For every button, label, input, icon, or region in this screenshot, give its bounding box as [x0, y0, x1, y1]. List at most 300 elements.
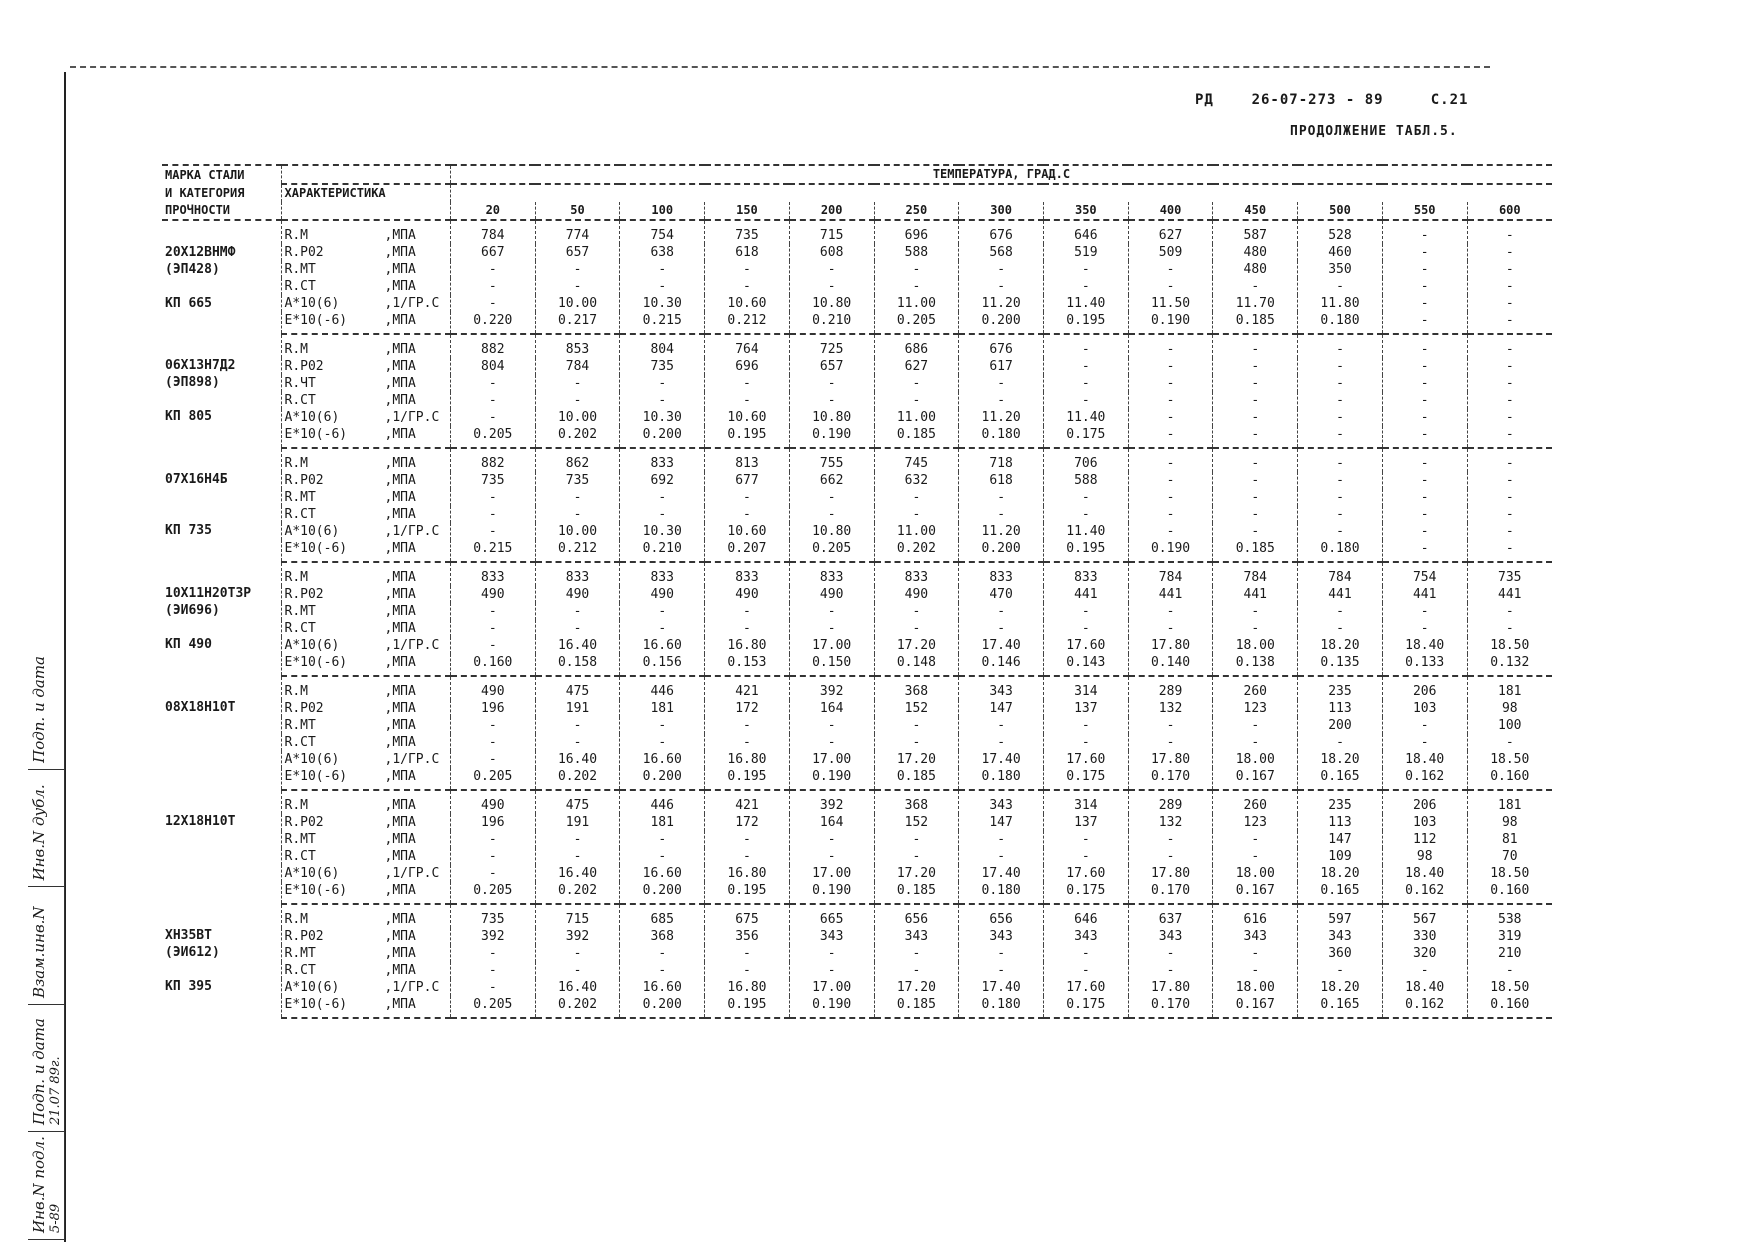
characteristic-cell [281, 831, 450, 848]
characteristic-unit: ,1/ГР.С [384, 410, 440, 425]
value-cell: 103 [1382, 814, 1467, 831]
value-cell: 181 [620, 700, 705, 717]
value-cell: 784 [1213, 562, 1298, 586]
characteristic-name: R.М [284, 570, 308, 585]
value-cell: - [1467, 523, 1552, 540]
value-cell: - [789, 603, 874, 620]
characteristic-unit: ,МПА [384, 798, 416, 813]
value-cell: - [620, 717, 705, 734]
value-cell: 833 [535, 562, 620, 586]
value-cell: - [1382, 717, 1467, 734]
table-row [162, 375, 1552, 392]
value-cell: - [450, 523, 535, 540]
steel-grade-line [165, 425, 278, 442]
characteristic-unit: ,МПА [384, 815, 416, 830]
characteristic-cell [281, 448, 450, 472]
stamp-label: Подп. и дата [30, 655, 48, 763]
value-cell: - [959, 375, 1044, 392]
value-cell: 774 [535, 220, 620, 244]
temperature-col-header: 150 [705, 202, 790, 220]
characteristic-unit: ,1/ГР.С [384, 638, 440, 653]
value-cell: - [1128, 848, 1213, 865]
value-cell: 646 [1043, 904, 1128, 928]
value-cell: 10.80 [789, 523, 874, 540]
characteristic-name: R.СТ [284, 507, 316, 522]
value-cell: - [1128, 426, 1213, 448]
table-row [162, 603, 1552, 620]
value-cell: 17.80 [1128, 979, 1213, 996]
value-cell: 616 [1213, 904, 1298, 928]
value-cell: 18.00 [1213, 979, 1298, 996]
value-cell: - [705, 506, 790, 523]
value-cell: - [1298, 489, 1383, 506]
value-cell: 0.200 [620, 426, 705, 448]
value-cell: - [1043, 717, 1128, 734]
value-cell: 0.200 [620, 996, 705, 1018]
value-cell: - [1467, 962, 1552, 979]
value-cell: - [1467, 312, 1552, 334]
value-cell: 0.175 [1043, 426, 1128, 448]
value-cell: - [1467, 506, 1552, 523]
value-cell: 833 [705, 562, 790, 586]
steel-grade-cell [162, 904, 281, 1018]
value-cell: 0.210 [620, 540, 705, 562]
table-row [162, 996, 1552, 1018]
steel-grade-line: ХН35ВТ [165, 928, 212, 943]
table-row [162, 734, 1552, 751]
value-cell: - [1128, 358, 1213, 375]
value-cell: - [705, 261, 790, 278]
value-cell: 804 [450, 358, 535, 375]
value-cell: 470 [959, 586, 1044, 603]
value-cell: - [1382, 962, 1467, 979]
characteristic-name: R.Р02 [284, 473, 324, 488]
stamp-label: Подп. и дата [30, 1018, 48, 1125]
value-cell: 480 [1213, 261, 1298, 278]
value-cell: 350 [1298, 261, 1383, 278]
characteristic-cell [281, 654, 450, 676]
characteristic-unit: ,МПА [384, 456, 416, 471]
value-cell: - [1128, 448, 1213, 472]
stamp-label: Инв.N подл. [30, 1136, 48, 1233]
value-cell: 567 [1382, 904, 1467, 928]
table-row [162, 945, 1552, 962]
value-cell: 0.162 [1382, 996, 1467, 1018]
value-cell: 853 [535, 334, 620, 358]
steel-grade-line [165, 830, 278, 847]
value-cell: - [1298, 409, 1383, 426]
table-row [162, 620, 1552, 637]
value-cell: - [450, 945, 535, 962]
value-cell: 617 [959, 358, 1044, 375]
value-cell: - [450, 506, 535, 523]
characteristic-name: A*10(6) [284, 296, 340, 311]
value-cell: 11.20 [959, 409, 1044, 426]
characteristic-name: R.Р02 [284, 245, 324, 260]
value-cell: 0.205 [874, 312, 959, 334]
value-cell: 16.80 [705, 979, 790, 996]
value-cell: - [705, 717, 790, 734]
value-cell: 675 [705, 904, 790, 928]
temperature-col-header: 20 [450, 202, 535, 220]
characteristic-cell [281, 768, 450, 790]
characteristic-cell [281, 334, 450, 358]
value-cell: - [450, 734, 535, 751]
table-row [162, 928, 1552, 945]
stamp-value: 21.07 89г. [48, 1056, 63, 1125]
characteristic-name: R.СТ [284, 621, 316, 636]
value-cell: - [789, 506, 874, 523]
side-stamp [28, 650, 65, 1240]
value-cell: - [620, 848, 705, 865]
value-cell: 181 [620, 814, 705, 831]
value-cell: - [789, 489, 874, 506]
value-cell: - [1298, 426, 1383, 448]
value-cell: 833 [450, 562, 535, 586]
value-cell: 588 [874, 244, 959, 261]
characteristic-name: E*10(-6) [284, 997, 348, 1012]
value-cell: 17.00 [789, 637, 874, 654]
characteristic-unit: ,МПА [384, 541, 416, 556]
table-row [162, 220, 1552, 244]
value-cell: 0.185 [1213, 540, 1298, 562]
value-cell: - [1213, 717, 1298, 734]
value-cell: 755 [789, 448, 874, 472]
value-cell: 833 [874, 562, 959, 586]
value-cell: 784 [1298, 562, 1383, 586]
value-cell: 103 [1382, 700, 1467, 717]
value-cell: 677 [705, 472, 790, 489]
value-cell: - [450, 295, 535, 312]
value-cell: - [705, 489, 790, 506]
characteristic-cell [281, 620, 450, 637]
value-cell: 152 [874, 814, 959, 831]
value-cell: 0.180 [959, 768, 1044, 790]
value-cell: 0.165 [1298, 882, 1383, 904]
value-cell: - [1043, 375, 1128, 392]
value-cell: 10.30 [620, 409, 705, 426]
value-cell: 343 [874, 928, 959, 945]
value-cell: 17.60 [1043, 751, 1128, 768]
value-cell: 0.160 [450, 654, 535, 676]
table-row [162, 637, 1552, 654]
stamp-cell [28, 1005, 64, 1132]
steel-grade-line [165, 716, 278, 733]
value-cell: 0.135 [1298, 654, 1383, 676]
value-cell: 0.175 [1043, 768, 1128, 790]
value-cell: - [1382, 523, 1467, 540]
value-cell: 17.00 [789, 979, 874, 996]
value-cell: - [450, 620, 535, 637]
value-cell: 16.60 [620, 751, 705, 768]
value-cell: 0.162 [1382, 768, 1467, 790]
value-cell: 480 [1213, 244, 1298, 261]
value-cell: 81 [1467, 831, 1552, 848]
value-cell: - [1298, 278, 1383, 295]
value-cell: - [1128, 831, 1213, 848]
temperature-col-header: 400 [1128, 202, 1213, 220]
characteristic-name: R.МТ [284, 490, 316, 505]
value-cell: 17.20 [874, 637, 959, 654]
value-cell: 18.20 [1298, 637, 1383, 654]
value-cell: - [1213, 472, 1298, 489]
value-cell: 16.80 [705, 751, 790, 768]
steel-grade-group [162, 790, 1552, 904]
characteristic-cell [281, 790, 450, 814]
value-cell: - [1213, 734, 1298, 751]
value-cell: 490 [620, 586, 705, 603]
value-cell: 662 [789, 472, 874, 489]
value-cell: 132 [1128, 700, 1213, 717]
value-cell: 191 [535, 700, 620, 717]
value-cell: 0.195 [1043, 540, 1128, 562]
value-cell: - [1298, 620, 1383, 637]
value-cell: - [959, 717, 1044, 734]
value-cell: 0.202 [535, 882, 620, 904]
table-row [162, 540, 1552, 562]
value-cell: 0.202 [535, 768, 620, 790]
steel-grade-group [162, 562, 1552, 676]
value-cell: - [1382, 620, 1467, 637]
value-cell: 0.180 [959, 996, 1044, 1018]
value-cell: - [1382, 409, 1467, 426]
characteristic-cell [281, 848, 450, 865]
table-row [162, 586, 1552, 603]
value-cell: - [874, 734, 959, 751]
value-cell: - [1382, 334, 1467, 358]
characteristic-cell [281, 945, 450, 962]
steel-grade-group [162, 904, 1552, 1018]
value-cell: 627 [1128, 220, 1213, 244]
temperature-col-header: 450 [1213, 202, 1298, 220]
characteristic-name: E*10(-6) [284, 313, 348, 328]
value-cell: - [874, 506, 959, 523]
value-cell: 10.00 [535, 523, 620, 540]
value-cell: - [1298, 472, 1383, 489]
steel-grade-line [165, 881, 278, 898]
value-cell: - [1298, 448, 1383, 472]
characteristic-name: R.Р02 [284, 701, 324, 716]
value-cell: 11.50 [1128, 295, 1213, 312]
table-row [162, 904, 1552, 928]
value-cell: 17.40 [959, 979, 1044, 996]
value-cell: 528 [1298, 220, 1383, 244]
value-cell: 164 [789, 814, 874, 831]
value-cell: 833 [1043, 562, 1128, 586]
value-cell: 656 [959, 904, 1044, 928]
value-cell: 343 [959, 790, 1044, 814]
characteristic-cell [281, 814, 450, 831]
value-cell: 0.200 [959, 312, 1044, 334]
value-cell: - [1467, 244, 1552, 261]
value-cell: - [620, 278, 705, 295]
steel-grade-line [165, 488, 278, 505]
value-cell: - [1298, 375, 1383, 392]
value-cell: 833 [620, 448, 705, 472]
value-cell: 11.80 [1298, 295, 1383, 312]
value-cell: - [620, 962, 705, 979]
table-row [162, 848, 1552, 865]
characteristic-name: A*10(6) [284, 980, 340, 995]
characteristic-cell [281, 375, 450, 392]
value-cell: 18.20 [1298, 979, 1383, 996]
value-cell: 16.60 [620, 979, 705, 996]
characteristic-cell [281, 409, 450, 426]
stamp-cell [28, 770, 64, 888]
table-row [162, 392, 1552, 409]
value-cell: 618 [959, 472, 1044, 489]
value-cell: 0.162 [1382, 882, 1467, 904]
value-cell: - [959, 620, 1044, 637]
value-cell: 0.140 [1128, 654, 1213, 676]
characteristic-name: R.МТ [284, 718, 316, 733]
value-cell: - [1213, 523, 1298, 540]
value-cell: - [874, 489, 959, 506]
value-cell: 490 [450, 586, 535, 603]
value-cell: 18.50 [1467, 751, 1552, 768]
value-cell: 137 [1043, 814, 1128, 831]
value-cell: 813 [705, 448, 790, 472]
value-cell: 17.40 [959, 865, 1044, 882]
steel-grade-line [165, 619, 278, 636]
value-cell: - [1128, 506, 1213, 523]
value-cell: 0.170 [1128, 996, 1213, 1018]
value-cell: - [1213, 962, 1298, 979]
value-cell: 0.146 [959, 654, 1044, 676]
characteristic-cell [281, 244, 450, 261]
value-cell: - [450, 409, 535, 426]
value-cell: - [1213, 945, 1298, 962]
value-cell: 368 [874, 790, 959, 814]
value-cell: 0.195 [705, 426, 790, 448]
temperature-col-header: 600 [1467, 202, 1552, 220]
characteristic-name: A*10(6) [284, 752, 340, 767]
steel-grade-line [165, 227, 278, 244]
table-row [162, 979, 1552, 996]
value-cell: 343 [789, 928, 874, 945]
value-cell: - [1043, 734, 1128, 751]
value-cell: - [1213, 426, 1298, 448]
characteristic-unit: ,МПА [384, 490, 416, 505]
characteristic-cell [281, 734, 450, 751]
steel-grade-cell [162, 562, 281, 676]
steel-grade-group [162, 676, 1552, 790]
characteristic-cell [281, 489, 450, 506]
value-cell: 0.158 [535, 654, 620, 676]
value-cell: 11.00 [874, 295, 959, 312]
value-cell: 784 [450, 220, 535, 244]
value-cell: 10.60 [705, 523, 790, 540]
value-cell: - [1467, 540, 1552, 562]
value-cell: - [959, 603, 1044, 620]
value-cell: 260 [1213, 790, 1298, 814]
steel-grade-line [165, 454, 278, 471]
value-cell: 123 [1213, 700, 1298, 717]
value-cell: - [1128, 523, 1213, 540]
value-cell: 113 [1298, 700, 1383, 717]
table-row [162, 358, 1552, 375]
characteristic-unit: ,МПА [384, 883, 416, 898]
value-cell: - [1382, 244, 1467, 261]
value-cell: - [1043, 358, 1128, 375]
value-cell: 833 [959, 562, 1044, 586]
value-cell: - [705, 603, 790, 620]
value-cell: 10.80 [789, 295, 874, 312]
value-cell: 0.195 [705, 996, 790, 1018]
value-cell: 0.202 [874, 540, 959, 562]
characteristic-cell [281, 717, 450, 734]
characteristic-cell [281, 996, 450, 1018]
table-row [162, 751, 1552, 768]
value-cell: 289 [1128, 676, 1213, 700]
temperature-col-header: 250 [874, 202, 959, 220]
value-cell: - [874, 945, 959, 962]
value-cell: - [1298, 392, 1383, 409]
value-cell: - [1128, 278, 1213, 295]
value-cell: 421 [705, 676, 790, 700]
value-cell: 754 [1382, 562, 1467, 586]
value-cell: - [1128, 620, 1213, 637]
value-cell: 206 [1382, 676, 1467, 700]
value-cell: 0.153 [705, 654, 790, 676]
value-cell: 319 [1467, 928, 1552, 945]
steel-grade-line [165, 750, 278, 767]
value-cell: - [1128, 261, 1213, 278]
value-cell: 343 [959, 928, 1044, 945]
value-cell: 17.60 [1043, 637, 1128, 654]
value-cell: 0.190 [1128, 312, 1213, 334]
value-cell: 17.20 [874, 751, 959, 768]
header-grade-line-2: И КАТЕГОРИЯ [165, 185, 245, 200]
value-cell: - [1213, 831, 1298, 848]
value-cell: 618 [705, 244, 790, 261]
value-cell: - [1128, 472, 1213, 489]
characteristic-cell [281, 220, 450, 244]
value-cell: 18.50 [1467, 865, 1552, 882]
value-cell: 833 [789, 562, 874, 586]
steel-grade-cell [162, 334, 281, 448]
value-cell: 784 [1128, 562, 1213, 586]
value-cell: - [1043, 392, 1128, 409]
value-cell: - [1382, 540, 1467, 562]
characteristic-unit: ,МПА [384, 570, 416, 585]
table-row [162, 295, 1552, 312]
steel-grade-line [165, 682, 278, 699]
value-cell: - [959, 734, 1044, 751]
value-cell: - [1298, 334, 1383, 358]
characteristic-cell [281, 751, 450, 768]
table-row [162, 312, 1552, 334]
value-cell: - [1213, 603, 1298, 620]
value-cell: - [1213, 848, 1298, 865]
value-cell: 16.80 [705, 865, 790, 882]
table-row [162, 962, 1552, 979]
value-cell: - [1382, 295, 1467, 312]
value-cell: - [1467, 220, 1552, 244]
value-cell: - [1382, 220, 1467, 244]
value-cell: 0.133 [1382, 654, 1467, 676]
value-cell: - [1467, 620, 1552, 637]
value-cell: 172 [705, 814, 790, 831]
value-cell: 112 [1382, 831, 1467, 848]
value-cell: 0.138 [1213, 654, 1298, 676]
value-cell: 627 [874, 358, 959, 375]
table-continuation-label: ПРОДОЛЖЕНИЕ ТАБЛ.5. [1290, 124, 1458, 139]
characteristic-cell [281, 979, 450, 996]
value-cell: - [789, 734, 874, 751]
value-cell: 597 [1298, 904, 1383, 928]
characteristic-name: A*10(6) [284, 524, 340, 539]
